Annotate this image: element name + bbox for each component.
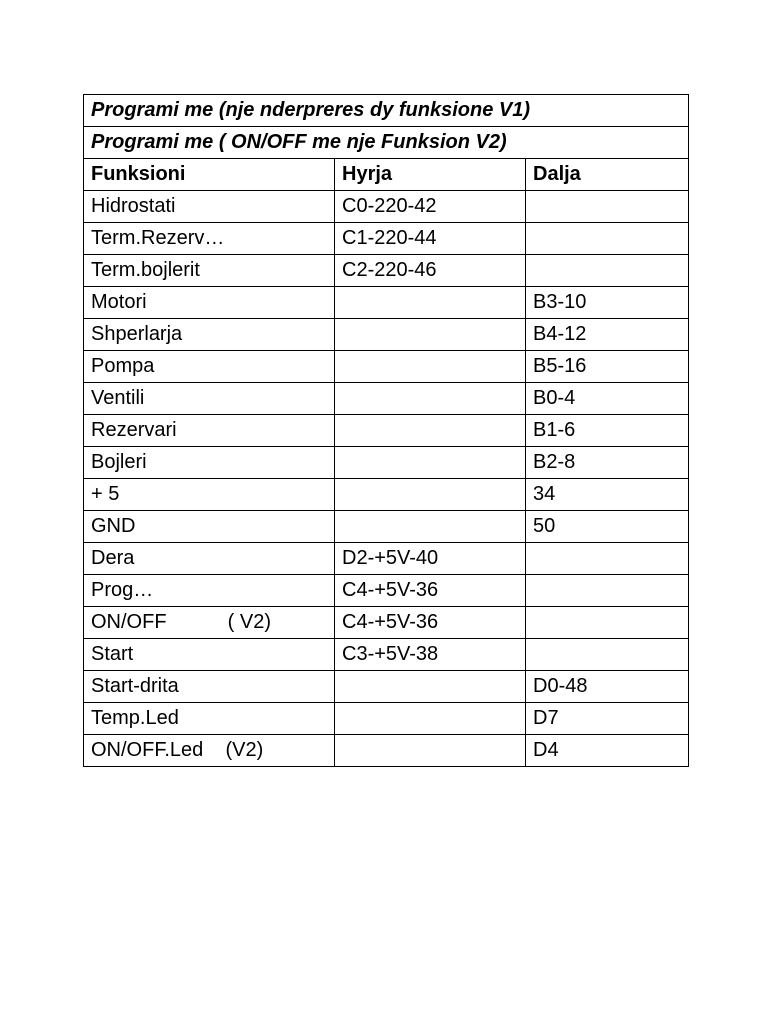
function-cell: Hidrostati <box>84 191 335 223</box>
function-cell: Start-drita <box>84 671 335 703</box>
header-row <box>84 159 689 191</box>
table-row <box>84 191 689 223</box>
function-cell: GND <box>84 511 335 543</box>
function-cell: Term.Rezerv… <box>84 223 335 255</box>
function-cell: Prog… <box>84 575 335 607</box>
header-dalja: Dalja <box>526 159 689 191</box>
output-cell: B3-10 <box>526 287 689 319</box>
input-cell <box>335 511 526 543</box>
table-body <box>84 95 689 767</box>
input-cell <box>335 479 526 511</box>
output-cell <box>526 223 689 255</box>
input-cell <box>335 383 526 415</box>
table-row <box>84 415 689 447</box>
title-v1: Programi me (nje nderpreres dy funksione V1) <box>84 95 689 127</box>
table-row <box>84 479 689 511</box>
input-cell <box>335 447 526 479</box>
input-cell: C2-220-46 <box>335 255 526 287</box>
output-cell: B1-6 <box>526 415 689 447</box>
table-row <box>84 223 689 255</box>
output-cell: B2-8 <box>526 447 689 479</box>
input-cell <box>335 415 526 447</box>
title-row-v2 <box>84 127 689 159</box>
table-row <box>84 383 689 415</box>
table-row <box>84 671 689 703</box>
input-cell: C0-220-42 <box>335 191 526 223</box>
input-cell: D2-+5V-40 <box>335 543 526 575</box>
table-row <box>84 543 689 575</box>
table-row <box>84 319 689 351</box>
output-cell: B4-12 <box>526 319 689 351</box>
input-cell: C3-+5V-38 <box>335 639 526 671</box>
function-cell: Rezervari <box>84 415 335 447</box>
table-row <box>84 447 689 479</box>
table-row <box>84 735 689 767</box>
output-cell <box>526 543 689 575</box>
function-cell: Ventili <box>84 383 335 415</box>
table-row <box>84 511 689 543</box>
output-cell: 50 <box>526 511 689 543</box>
table-row <box>84 351 689 383</box>
function-cell: Term.bojlerit <box>84 255 335 287</box>
function-cell: Start <box>84 639 335 671</box>
output-cell <box>526 607 689 639</box>
output-cell: D4 <box>526 735 689 767</box>
output-cell <box>526 255 689 287</box>
input-cell <box>335 287 526 319</box>
table-row <box>84 287 689 319</box>
function-cell: Dera <box>84 543 335 575</box>
output-cell: B5-16 <box>526 351 689 383</box>
output-cell: B0-4 <box>526 383 689 415</box>
input-cell: C4-+5V-36 <box>335 607 526 639</box>
function-cell: Temp.Led <box>84 703 335 735</box>
input-cell: C4-+5V-36 <box>335 575 526 607</box>
input-cell <box>335 351 526 383</box>
function-cell: Shperlarja <box>84 319 335 351</box>
input-cell <box>335 735 526 767</box>
function-cell: + 5 <box>84 479 335 511</box>
table-row <box>84 255 689 287</box>
input-cell <box>335 319 526 351</box>
output-cell <box>526 191 689 223</box>
header-hyrja: Hyrja <box>335 159 526 191</box>
title-v2: Programi me ( ON/OFF me nje Funksion V2) <box>84 127 689 159</box>
function-cell: Pompa <box>84 351 335 383</box>
function-cell: Bojleri <box>84 447 335 479</box>
title-row-v1 <box>84 95 689 127</box>
table-row <box>84 639 689 671</box>
input-cell <box>335 671 526 703</box>
table-row <box>84 575 689 607</box>
input-cell: C1-220-44 <box>335 223 526 255</box>
output-cell <box>526 639 689 671</box>
function-io-table <box>83 94 689 767</box>
table-row <box>84 607 689 639</box>
function-cell: ON/OFF.Led (V2) <box>84 735 335 767</box>
output-cell: 34 <box>526 479 689 511</box>
header-funksioni: Funksioni <box>84 159 335 191</box>
function-cell: Motori <box>84 287 335 319</box>
function-cell: ON/OFF ( V2) <box>84 607 335 639</box>
table-row <box>84 703 689 735</box>
output-cell <box>526 575 689 607</box>
output-cell: D0-48 <box>526 671 689 703</box>
input-cell <box>335 703 526 735</box>
output-cell: D7 <box>526 703 689 735</box>
